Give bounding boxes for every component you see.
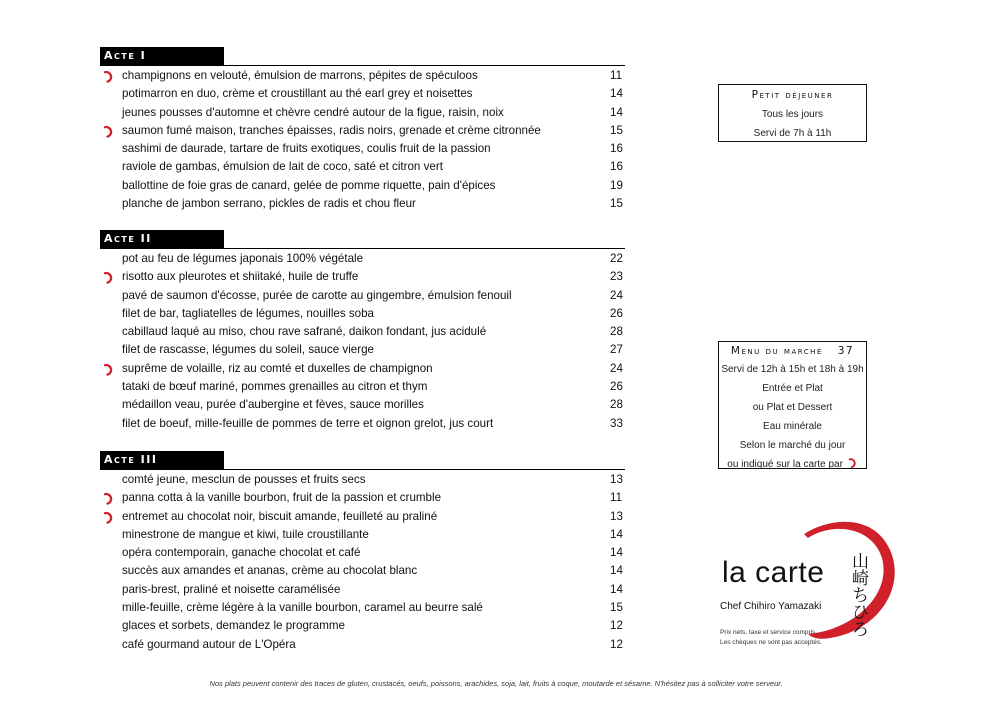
menu-item <box>100 599 625 617</box>
act-title: Acte III <box>100 451 224 469</box>
menu-item-name: minestrone de mangue et kiwi, tuile croustillante <box>122 527 369 541</box>
menu-item <box>100 360 625 378</box>
menu-item-price: 26 <box>610 380 623 394</box>
act-header <box>100 230 625 249</box>
chef-mark-icon <box>103 491 115 505</box>
chef-mark-icon <box>103 510 115 524</box>
menu-item-name: médaillon veau, purée d'aubergine et fèves, sauce morilles <box>122 398 424 412</box>
act-header <box>100 47 625 66</box>
market-menu-line: ou indiqué sur la carte par <box>727 459 843 470</box>
menu-item-price: 24 <box>610 361 623 375</box>
breakfast-box <box>718 84 867 142</box>
menu-item-price: 14 <box>610 546 623 560</box>
menu-item-price: 23 <box>610 270 623 284</box>
act-items <box>100 249 625 433</box>
menu-item-name: comté jeune, mesclun de pousses et fruits secs <box>122 473 366 486</box>
menu-item-name: mille-feuille, crème légère à la vanille bourbon, caramel au beurre salé <box>122 601 483 615</box>
menu-item-name: sashimi de daurade, tartare de fruits exotiques, coulis fruit de la passion <box>122 142 491 156</box>
brand-chef: Chef Chihiro Yamazaki <box>720 601 822 612</box>
breakfast-hours: Servi de 7h à 11h <box>753 128 832 139</box>
menu-item-price: 12 <box>610 619 623 633</box>
menu-item-name: suprême de volaille, riz au comté et duxelles de champignon <box>122 361 433 375</box>
menu-item <box>100 287 625 305</box>
menu-item <box>100 562 625 580</box>
menu-item-price: 28 <box>610 325 623 339</box>
act-3-section <box>100 451 625 654</box>
menu-item-name: pavé de saumon d'écosse, purée de carotte au gingembre, émulsion fenouil <box>122 288 512 302</box>
menu-item-name: raviole de gambas, émulsion de lait de coco, saté et citron vert <box>122 160 443 174</box>
market-menu-line: ou Plat et Dessert <box>752 402 833 413</box>
menu-item-price: 28 <box>610 398 623 412</box>
menu-item <box>100 305 625 323</box>
menu-item-price: 14 <box>610 564 623 578</box>
allergen-footer: Nos plats peuvent contenir des traces de gluten, crustacés, oeufs, poissons, arachides, soja, lait, fruits à coque, moutarde et sésame. N'hésitez pas à solliciter votre serveur. <box>209 679 783 688</box>
menu-item-price: 24 <box>610 288 623 302</box>
breakfast-days: Tous les jours <box>761 109 824 120</box>
menu-item-price: 15 <box>610 123 623 137</box>
menu-item <box>100 158 625 176</box>
chef-mark-icon <box>103 270 115 284</box>
menu-item-price: 15 <box>610 601 623 615</box>
menu-item <box>100 341 625 359</box>
act-title: Acte I <box>100 47 224 65</box>
menu-item-name: filet de rascasse, légumes du soleil, sauce vierge <box>122 343 374 357</box>
market-menu-box <box>718 341 867 469</box>
menu-item <box>100 636 625 654</box>
menu-item-name: filet de bar, tagliatelles de légumes, nouilles soba <box>122 306 374 320</box>
chef-mark-icon <box>103 124 115 138</box>
menu-item <box>100 508 625 526</box>
menu-item-price: 11 <box>610 491 623 505</box>
menu-item-name: pot au feu de légumes japonais 100% végétale <box>122 252 364 265</box>
menu-item <box>100 323 625 341</box>
menu-item-price: 27 <box>610 343 623 357</box>
brand-note-cheques: Les chèques ne sont pas acceptés. <box>720 639 822 646</box>
act-items <box>100 470 625 654</box>
menu-item-price: 19 <box>610 178 623 192</box>
menu-item <box>100 85 625 103</box>
menu-item <box>100 140 625 158</box>
chef-mark-icon <box>103 362 115 376</box>
menu-item-name: saumon fumé maison, tranches épaisses, radis noirs, grenade et crème citronnée <box>122 123 541 137</box>
menu-item <box>100 195 625 213</box>
menu-item <box>100 378 625 396</box>
chef-mark-icon <box>103 69 115 83</box>
menu-item-price: 16 <box>610 160 623 174</box>
menu-item-name: glaces et sorbets, demandez le programme <box>122 619 345 633</box>
menu-item-price: 13 <box>610 473 623 486</box>
brand-logo <box>712 512 902 662</box>
menu-item-name: paris-brest, praliné et noisette caramélisée <box>122 582 341 596</box>
market-menu-title: Menu du marché <box>730 345 823 357</box>
menu-item-price: 14 <box>610 87 623 101</box>
act-1-section <box>100 47 625 213</box>
menu-item-price: 33 <box>610 416 623 430</box>
menu-item-price: 14 <box>610 105 623 119</box>
menu-item <box>100 250 625 268</box>
brand-name: la carte <box>722 556 825 589</box>
menu-item <box>100 617 625 635</box>
menu-item-name: succès aux amandes et ananas, crème au chocolat blanc <box>122 564 418 578</box>
act-items <box>100 66 625 213</box>
menu-item-name: tataki de bœuf mariné, pommes grenailles au citron et thym <box>122 380 428 394</box>
chef-mark-icon <box>848 456 858 469</box>
market-menu-line: Selon le marché du jour <box>739 440 846 451</box>
menu-item-price: 15 <box>610 197 623 211</box>
market-menu-title-row <box>719 342 866 360</box>
menu-item <box>100 526 625 544</box>
menu-item-name: planche de jambon serrano, pickles de radis et chou fleur <box>122 197 416 211</box>
menu-item-price: 22 <box>610 252 623 265</box>
menu-item <box>100 415 625 433</box>
menu-item-name: potimarron en duo, crème et croustillant au thé earl grey et noisettes <box>122 87 473 101</box>
menu-item-name: risotto aux pleurotes et shiitaké, huile de truffe <box>122 270 359 284</box>
market-menu-last-row <box>719 455 866 474</box>
menu-item-name: cabillaud laqué au miso, chou rave safrané, daikon fondant, jus acidulé <box>122 325 487 339</box>
market-menu-line: Eau minérale <box>763 421 822 432</box>
act-title: Acte II <box>100 230 224 248</box>
menu-item <box>100 67 625 85</box>
menu-item <box>100 544 625 562</box>
menu-item-price: 16 <box>610 142 623 156</box>
menu-item <box>100 122 625 140</box>
menu-item <box>100 177 625 195</box>
menu-item-price: 26 <box>610 306 623 320</box>
menu-item-price: 13 <box>610 509 623 523</box>
menu-item-price: 11 <box>610 69 623 82</box>
brand-note-prices: Prix nets, taxe et service compris. <box>720 629 818 636</box>
market-menu-line: Servi de 12h à 15h et 18h à 19h <box>721 364 864 375</box>
menu-item <box>100 489 625 507</box>
menu-item-name: jeunes pousses d'automne et chèvre cendré autour de la figue, raisin, noix <box>122 105 504 119</box>
act-header <box>100 451 625 470</box>
menu-item-name: panna cotta à la vanille bourbon, fruit de la passion et crumble <box>122 491 442 505</box>
menu-item-price: 14 <box>610 582 623 596</box>
market-menu-price: 37 <box>837 345 855 357</box>
breakfast-title: Petit déjeuner <box>751 89 834 101</box>
menu-item <box>100 104 625 122</box>
menu-item-name: entremet au chocolat noir, biscuit amande, feuilleté au praliné <box>122 509 438 523</box>
menu-item-name: champignons en velouté, émulsion de marrons, pépites de spéculoos <box>122 69 478 82</box>
menu-item-name: café gourmand autour de L'Opéra <box>122 637 296 651</box>
menu-item <box>100 581 625 599</box>
menu-item <box>100 396 625 414</box>
menu-item <box>100 471 625 489</box>
brand-japanese-name: 山崎ちひろ <box>852 552 869 640</box>
menu-item-name: opéra contemporain, ganache chocolat et café <box>122 546 361 560</box>
act-2-section <box>100 230 625 433</box>
menu-item-name: ballottine de foie gras de canard, gelée de pomme riquette, pain d'épices <box>122 178 496 192</box>
menu-item-price: 12 <box>610 637 623 651</box>
menu-item <box>100 268 625 286</box>
menu-item-name: filet de boeuf, mille-feuille de pommes de terre et oignon grelot, jus court <box>122 416 494 430</box>
market-menu-line: Entrée et Plat <box>762 383 823 394</box>
menu-item-price: 14 <box>610 527 623 541</box>
